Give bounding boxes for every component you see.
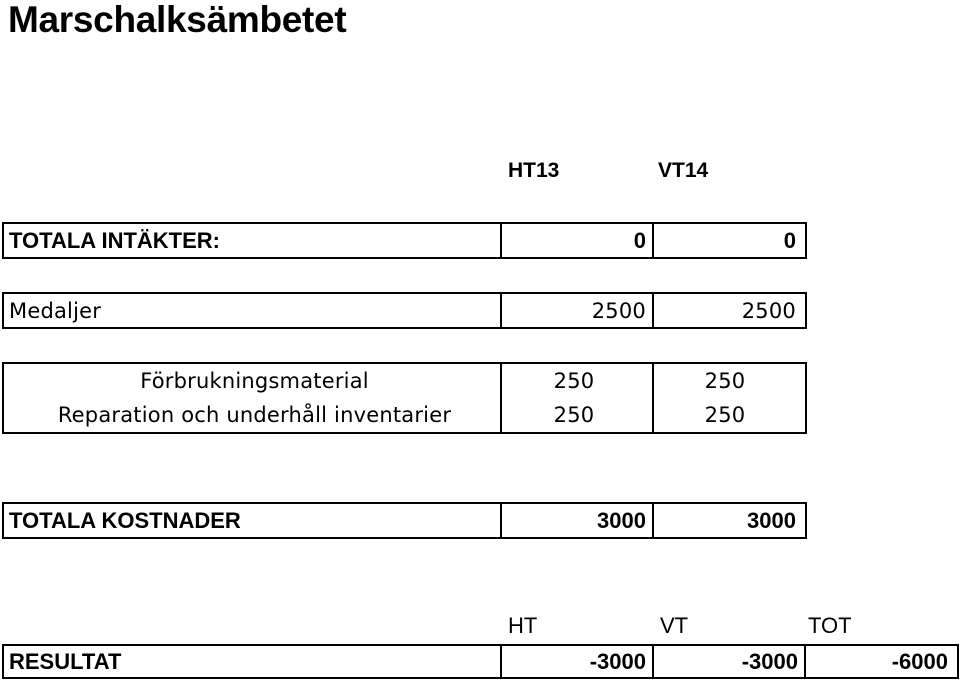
vt-column [654, 364, 802, 432]
page-title: Marschalksämbetet [8, 0, 347, 40]
row-medaljer [2, 292, 807, 329]
label-column [4, 364, 502, 432]
cell-vt: 2500 [741, 298, 796, 323]
cell-vt: 0 [783, 227, 796, 253]
result-header-vt: VT [660, 613, 689, 638]
cell-ht: 3000 [502, 504, 654, 537]
cell-vt: 3000 [747, 507, 796, 533]
row-totala-kostnader [2, 502, 807, 539]
cell-ht: -3000 [502, 646, 654, 677]
cell-ht-reparation: 250 [553, 403, 595, 427]
row-resultat [2, 644, 959, 679]
row-totala-intakter [2, 222, 807, 259]
cell-vt-forbrukning: 250 [704, 369, 746, 393]
row-label: TOTALA INTÄKTER: [4, 224, 502, 257]
cell-ht-forbrukning: 250 [553, 369, 595, 393]
cell-ht: 0 [502, 224, 654, 257]
cell-ht: 2500 [502, 294, 654, 327]
ht-column [502, 364, 654, 432]
row-label-forbrukningsmaterial: Förbrukningsmaterial [140, 369, 369, 393]
cell-vt: -3000 [654, 646, 806, 677]
cell-vt-reparation: 250 [704, 403, 746, 427]
row-label: RESULTAT [4, 646, 502, 677]
result-header-tot: TOT [808, 613, 852, 638]
result-header-ht: HT [508, 613, 538, 638]
row-label: Medaljer [4, 294, 502, 327]
column-header-ht13: HT13 [508, 159, 560, 182]
row-label: TOTALA KOSTNADER [4, 504, 502, 537]
row-label-reparation: Reparation och underhåll inventarier [57, 403, 452, 427]
row-group-kostnadsposter [2, 362, 807, 434]
column-header-vt14: VT14 [658, 159, 709, 182]
cell-tot: -6000 [891, 648, 948, 674]
